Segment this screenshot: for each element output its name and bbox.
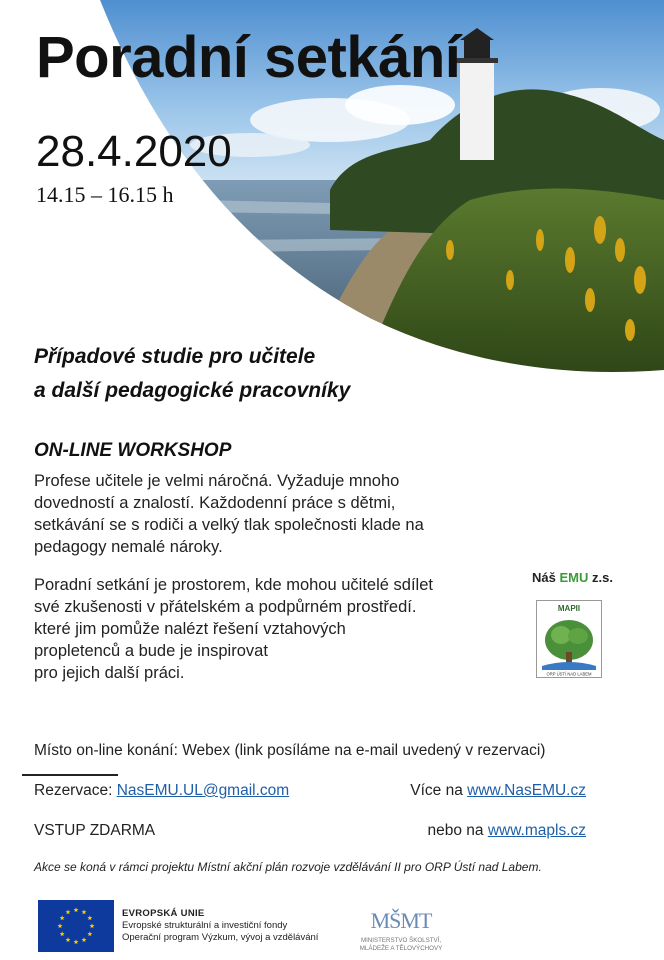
page-title: Poradní setkání — [36, 25, 461, 90]
reservation-label: Rezervace: — [34, 782, 117, 799]
mapls-website-link[interactable]: www.mapls.cz — [487, 822, 586, 839]
subtitle-line: Případové studie pro učitele — [34, 345, 316, 368]
org-name-emu: EMU — [559, 570, 589, 585]
event-date: 28.4.2020 — [36, 127, 232, 176]
paragraph-line: které jim pomůže nalézt řešení vztahových — [34, 620, 346, 638]
more-label: Více na — [410, 782, 468, 799]
msmt-logo — [346, 898, 456, 954]
mapii-logo — [536, 600, 602, 678]
org-name-suffix: z.s. — [588, 570, 613, 585]
paragraph-line: své zkušenosti v přátelském a podpůrném prostředí. — [34, 598, 417, 616]
msmt-line: MINISTERSTVO ŠKOLSTVÍ, — [360, 937, 442, 944]
divider — [22, 774, 118, 776]
eu-funding-text — [122, 908, 318, 944]
eu-line: Evropské strukturální a investiční fondy — [122, 920, 288, 931]
event-time: 14.15 – 16.15 h — [36, 182, 174, 207]
paragraph-line: Profese učitele je velmi náročná. Vyžaduje mnoho — [34, 472, 400, 490]
paragraph-line: propletenců a bude je inspirovat — [34, 642, 268, 660]
free-entry-label: VSTUP ZDARMA — [34, 822, 156, 839]
event-subtitle — [34, 340, 350, 408]
nasemu-website-link[interactable]: www.NasEMU.cz — [467, 782, 586, 799]
mapii-logo-text: MAPII — [557, 604, 581, 613]
mapii-logo-caption: ORP ÚSTÍ NAD LABEM — [546, 671, 592, 677]
reservation-info — [34, 782, 289, 800]
venue-info: Místo on-line konání: Webex (link posíláme na e-mail uvedený v rezervaci) — [34, 742, 546, 759]
workshop-heading: ON-LINE WORKSHOP — [34, 440, 232, 461]
eu-flag-icon — [38, 900, 114, 952]
eu-line: Operační program Výzkum, vývoj a vzdělávání — [122, 932, 319, 943]
more-info-alt — [427, 822, 586, 840]
paragraph-line: setkávání se s rodiči a velký tlak společnosti klade na — [34, 516, 424, 534]
eu-line: EVROPSKÁ UNIE — [122, 908, 205, 919]
subtitle-line: a další pedagogické pracovníky — [34, 379, 351, 402]
organization-name — [532, 570, 613, 585]
paragraph-line: pedagogy nemalé nároky. — [34, 538, 223, 556]
paragraph-line: dovedností a znalostí. Každodenní práce s dětmi, — [34, 494, 396, 512]
msmt-logo-mark: MŠMT — [370, 908, 432, 933]
paragraph-line: Poradní setkání je prostorem, kde mohou učitelé sdílet — [34, 576, 433, 594]
reservation-email-link[interactable]: NasEMU.UL@gmail.com — [116, 782, 290, 799]
project-footnote: Akce se koná v rámci projektu Místní akční plán rozvoje vzdělávání II pro ORP Ústí nad Labem. — [34, 860, 542, 874]
description-paragraph — [34, 574, 474, 684]
more2-label: nebo na — [427, 822, 488, 839]
paragraph-line: pro jejich další práci. — [34, 664, 185, 682]
org-name-prefix: Náš — [532, 570, 560, 585]
intro-paragraph — [34, 470, 474, 558]
more-info — [410, 782, 586, 800]
msmt-line: MLÁDEŽE A TĚLOVÝCHOVY — [359, 945, 443, 952]
